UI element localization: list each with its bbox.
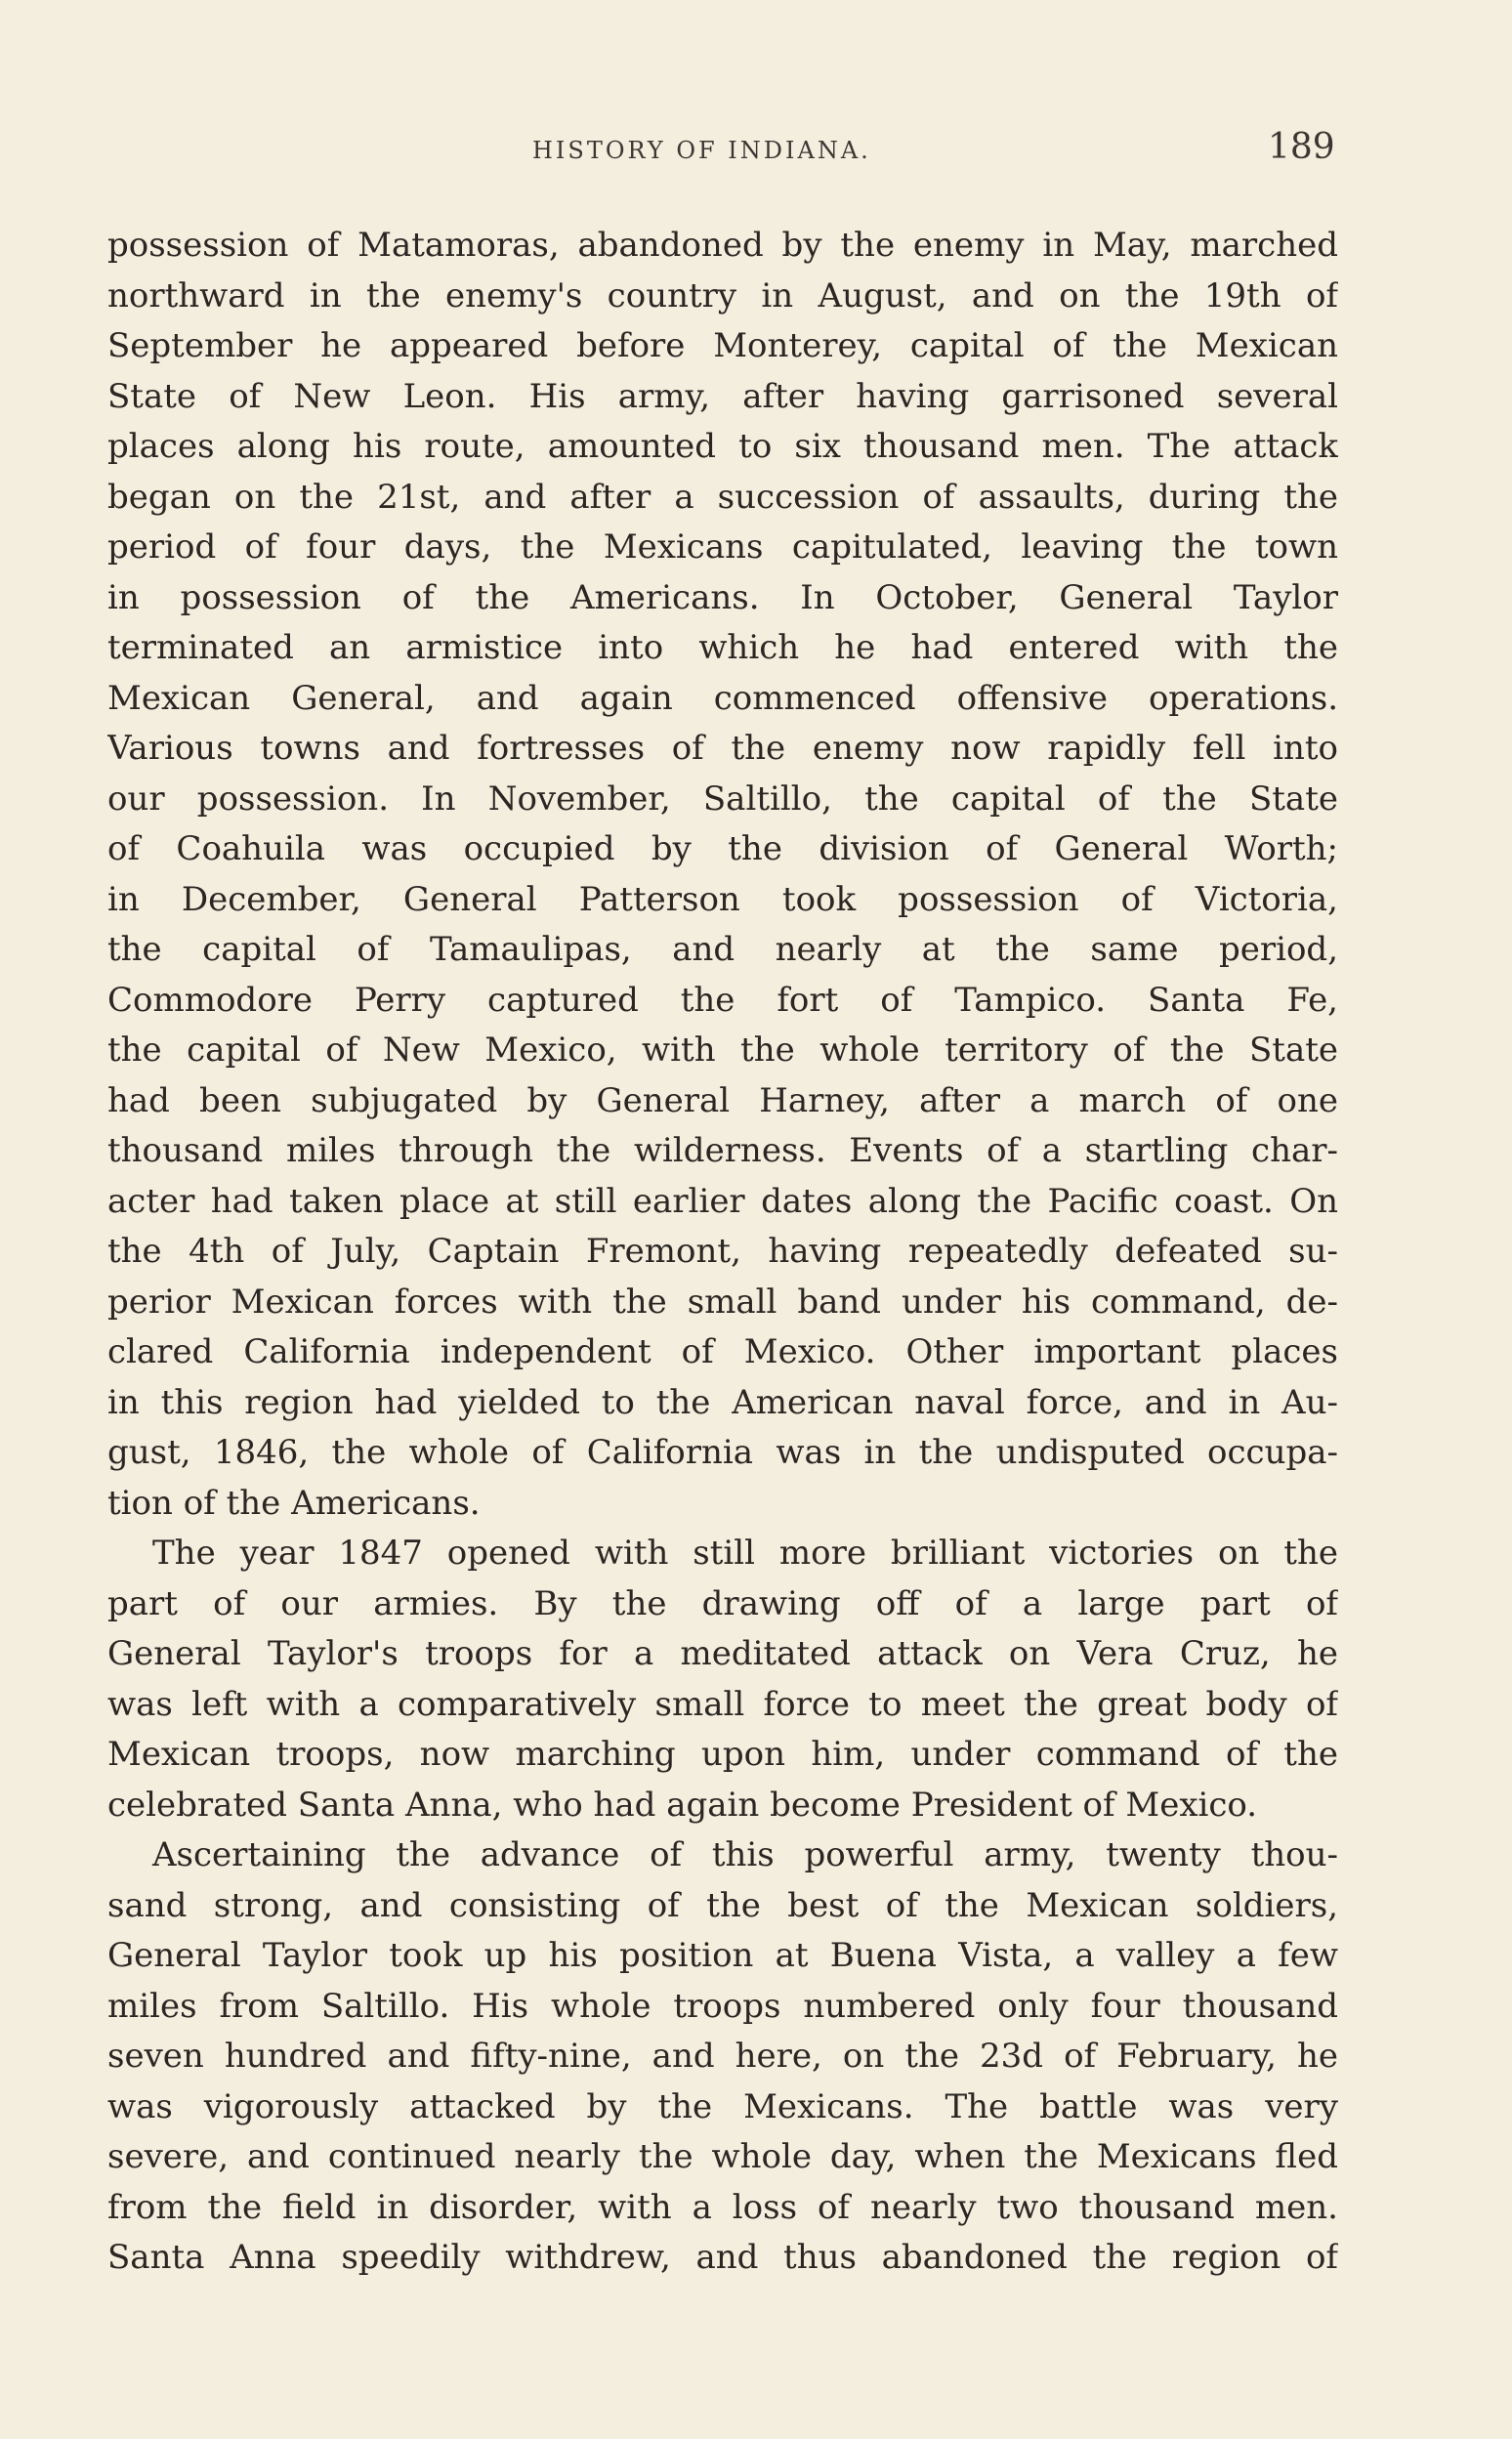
text-line: of Coahuila was occupied by the division of General Worth; (107, 829, 1338, 868)
text-line: General Taylor took up his position at Buena Vista, a valley a few (107, 1936, 1338, 1975)
text-line: General Taylor's troops for a meditated attack on Vera Cruz, he (107, 1634, 1338, 1673)
text-line: in possession of the Americans. In October, General Taylor (107, 577, 1338, 617)
text-line: September he appeared before Monterey, capital of the Mexican (107, 326, 1338, 365)
text-line: the capital of New Mexico, with the whole territory of the State (107, 1030, 1338, 1070)
text-line: celebrated Santa Anna, who had again become President of Mexico. (107, 1785, 1258, 1825)
text-line: in this region had yielded to the American naval force, and in Au- (107, 1382, 1338, 1422)
text-line: severe, and continued nearly the whole day, when the Mexicans fled (107, 2137, 1338, 2176)
text-line: was left with a comparatively small force to meet the great body of (107, 1684, 1338, 1724)
text-line: Mexican troops, now marching upon him, under command of the (107, 1735, 1338, 1774)
text-line: tion of the Americans. (107, 1483, 481, 1523)
text-line: had been subjugated by General Harney, after a march of one (107, 1080, 1338, 1120)
text-line: began on the 21st, and after a succession of assaults, during the (107, 477, 1338, 517)
text-line: miles from Saltillo. His whole troops numbered only four thousand (107, 1986, 1338, 2026)
text-line: in December, General Patterson took possession of Victoria, (107, 879, 1338, 919)
text-line: Santa Anna speedily withdrew, and thus abandoned the region of (107, 2238, 1338, 2277)
text-line: Commodore Perry captured the fort of Tampico. Santa Fe, (107, 980, 1338, 1020)
text-line: from the field in disorder, with a loss of nearly two thousand men. (107, 2187, 1338, 2227)
text-line: seven hundred and fifty-nine, and here, on the 23d of February, he (107, 2037, 1338, 2076)
text-line: sand strong, and consisting of the best of the Mexican soldiers, (107, 1885, 1338, 1925)
text-line: thousand miles through the wilderness. Events of a startling char- (107, 1131, 1338, 1170)
body-text (107, 221, 1338, 2284)
text-line: State of New Leon. His army, after having garrisoned several (107, 376, 1338, 416)
text-line: The year 1847 opened with still more brilliant victories on the (152, 1534, 1338, 1573)
text-line: the capital of Tamaulipas, and nearly at the same period, (107, 930, 1338, 969)
text-line: Mexican General, and again commenced offensive operations. (107, 678, 1338, 718)
text-line: acter had taken place at still earlier dates along the Pacific coast. On (107, 1181, 1338, 1221)
text-line: gust, 1846, the whole of California was in the undisputed occupa- (107, 1433, 1338, 1472)
paragraph (107, 1830, 1338, 2284)
text-line: Ascertaining the advance of this powerful army, twenty thou- (152, 1835, 1338, 1874)
text-line: Various towns and fortresses of the enemy now rapidly fell into (107, 729, 1338, 768)
text-line: the 4th of July, Captain Fremont, having repeatedly defeated su- (107, 1232, 1338, 1271)
text-line: part of our armies. By the drawing off of a large part of (107, 1583, 1338, 1623)
running-head: HISTORY OF INDIANA. (532, 137, 871, 164)
text-line: period of four days, the Mexicans capitulated, leaving the town (107, 527, 1338, 567)
text-line: northward in the enemy's country in August, and on the 19th of (107, 275, 1338, 315)
text-line: was vigorously attacked by the Mexicans. The battle was very (107, 2086, 1338, 2126)
paragraph (107, 221, 1338, 1529)
text-line: perior Mexican forces with the small band under his command, de- (107, 1282, 1338, 1322)
paragraph (107, 1529, 1338, 1830)
text-line: places along his route, amounted to six thousand men. The attack (107, 427, 1338, 466)
text-line: possession of Matamoras, abandoned by the enemy in May, marched (107, 226, 1338, 265)
text-line: clared California independent of Mexico. Other important places (107, 1332, 1338, 1371)
text-line: our possession. In November, Saltillo, the capital of the State (107, 778, 1338, 819)
page-number: 189 (1268, 127, 1335, 167)
text-line: terminated an armistice into which he had entered with the (107, 628, 1338, 667)
